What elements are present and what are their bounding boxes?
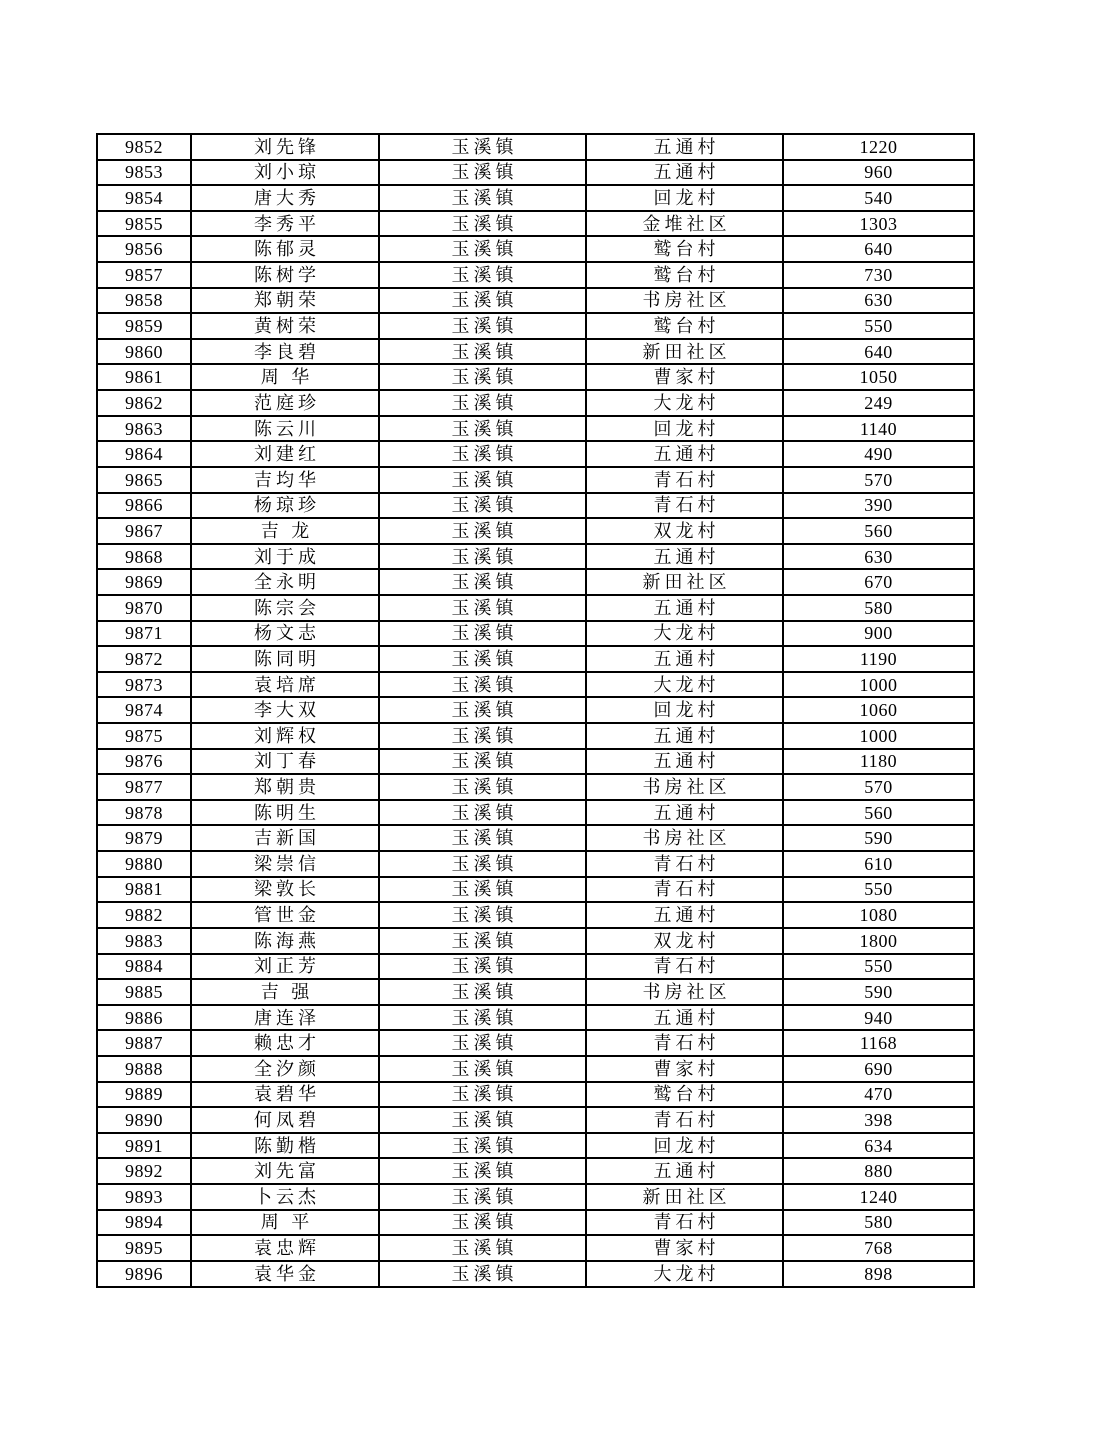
amount-cell: 1000 xyxy=(783,672,974,698)
name-cell: 吉 强 xyxy=(191,979,379,1005)
id-cell: 9857 xyxy=(97,262,191,288)
id-cell: 9864 xyxy=(97,441,191,467)
id-cell: 9893 xyxy=(97,1184,191,1210)
amount-cell: 1240 xyxy=(783,1184,974,1210)
town-cell: 玉溪镇 xyxy=(379,1261,586,1287)
table-row xyxy=(97,1158,974,1184)
village-cell: 回龙村 xyxy=(586,185,783,211)
id-cell: 9879 xyxy=(97,825,191,851)
town-cell: 玉溪镇 xyxy=(379,160,586,186)
town-cell: 玉溪镇 xyxy=(379,1133,586,1159)
village-cell: 大龙村 xyxy=(586,672,783,698)
table-row xyxy=(97,160,974,186)
name-cell: 袁培席 xyxy=(191,672,379,698)
id-cell: 9870 xyxy=(97,595,191,621)
name-cell: 袁华金 xyxy=(191,1261,379,1287)
town-cell: 玉溪镇 xyxy=(379,467,586,493)
table-row xyxy=(97,723,974,749)
town-cell: 玉溪镇 xyxy=(379,979,586,1005)
table-row xyxy=(97,595,974,621)
village-cell: 青石村 xyxy=(586,1107,783,1133)
village-cell: 青石村 xyxy=(586,851,783,877)
village-cell: 鹫台村 xyxy=(586,262,783,288)
table-row xyxy=(97,416,974,442)
village-cell: 五通村 xyxy=(586,800,783,826)
village-cell: 鹫台村 xyxy=(586,236,783,262)
id-cell: 9885 xyxy=(97,979,191,1005)
table-row xyxy=(97,236,974,262)
table-row xyxy=(97,1030,974,1056)
table-row xyxy=(97,1082,974,1108)
village-cell: 大龙村 xyxy=(586,1261,783,1287)
amount-cell: 880 xyxy=(783,1158,974,1184)
table-row xyxy=(97,954,974,980)
name-cell: 吉 龙 xyxy=(191,518,379,544)
name-cell: 刘小琼 xyxy=(191,160,379,186)
village-cell: 青石村 xyxy=(586,467,783,493)
id-cell: 9865 xyxy=(97,467,191,493)
id-cell: 9878 xyxy=(97,800,191,826)
town-cell: 玉溪镇 xyxy=(379,390,586,416)
town-cell: 玉溪镇 xyxy=(379,288,586,314)
village-cell: 书房社区 xyxy=(586,774,783,800)
village-cell: 新田社区 xyxy=(586,339,783,365)
id-cell: 9874 xyxy=(97,697,191,723)
id-cell: 9862 xyxy=(97,390,191,416)
village-cell: 鹫台村 xyxy=(586,1082,783,1108)
town-cell: 玉溪镇 xyxy=(379,825,586,851)
village-cell: 青石村 xyxy=(586,1210,783,1236)
id-cell: 9853 xyxy=(97,160,191,186)
id-cell: 9866 xyxy=(97,493,191,519)
name-cell: 黄树荣 xyxy=(191,313,379,339)
village-cell: 五通村 xyxy=(586,1158,783,1184)
amount-cell: 560 xyxy=(783,518,974,544)
name-cell: 梁崇信 xyxy=(191,851,379,877)
village-cell: 金堆社区 xyxy=(586,211,783,237)
name-cell: 陈云川 xyxy=(191,416,379,442)
village-cell: 双龙村 xyxy=(586,518,783,544)
town-cell: 玉溪镇 xyxy=(379,851,586,877)
id-cell: 9867 xyxy=(97,518,191,544)
table-row xyxy=(97,697,974,723)
town-cell: 玉溪镇 xyxy=(379,723,586,749)
id-cell: 9880 xyxy=(97,851,191,877)
table-row xyxy=(97,1261,974,1287)
name-cell: 郑朝荣 xyxy=(191,288,379,314)
town-cell: 玉溪镇 xyxy=(379,621,586,647)
amount-cell: 690 xyxy=(783,1056,974,1082)
town-cell: 玉溪镇 xyxy=(379,544,586,570)
town-cell: 玉溪镇 xyxy=(379,134,586,160)
name-cell: 全汐颜 xyxy=(191,1056,379,1082)
name-cell: 杨琼珍 xyxy=(191,493,379,519)
village-cell: 五通村 xyxy=(586,134,783,160)
village-cell: 五通村 xyxy=(586,902,783,928)
table-row xyxy=(97,902,974,928)
id-cell: 9855 xyxy=(97,211,191,237)
id-cell: 9861 xyxy=(97,364,191,390)
town-cell: 玉溪镇 xyxy=(379,569,586,595)
roster-table xyxy=(96,133,975,1288)
village-cell: 五通村 xyxy=(586,749,783,775)
id-cell: 9887 xyxy=(97,1030,191,1056)
amount-cell: 1060 xyxy=(783,697,974,723)
name-cell: 陈海燕 xyxy=(191,928,379,954)
id-cell: 9863 xyxy=(97,416,191,442)
town-cell: 玉溪镇 xyxy=(379,211,586,237)
amount-cell: 640 xyxy=(783,339,974,365)
amount-cell: 590 xyxy=(783,979,974,1005)
town-cell: 玉溪镇 xyxy=(379,697,586,723)
amount-cell: 390 xyxy=(783,493,974,519)
amount-cell: 1050 xyxy=(783,364,974,390)
amount-cell: 550 xyxy=(783,954,974,980)
village-cell: 曹家村 xyxy=(586,1235,783,1261)
town-cell: 玉溪镇 xyxy=(379,441,586,467)
name-cell: 李秀平 xyxy=(191,211,379,237)
id-cell: 9876 xyxy=(97,749,191,775)
town-cell: 玉溪镇 xyxy=(379,1158,586,1184)
name-cell: 梁敦长 xyxy=(191,877,379,903)
amount-cell: 900 xyxy=(783,621,974,647)
village-cell: 青石村 xyxy=(586,493,783,519)
amount-cell: 590 xyxy=(783,825,974,851)
table-row xyxy=(97,339,974,365)
town-cell: 玉溪镇 xyxy=(379,672,586,698)
table-row xyxy=(97,672,974,698)
village-cell: 青石村 xyxy=(586,1030,783,1056)
amount-cell: 960 xyxy=(783,160,974,186)
town-cell: 玉溪镇 xyxy=(379,877,586,903)
amount-cell: 634 xyxy=(783,1133,974,1159)
amount-cell: 670 xyxy=(783,569,974,595)
table-row xyxy=(97,646,974,672)
village-cell: 回龙村 xyxy=(586,416,783,442)
town-cell: 玉溪镇 xyxy=(379,339,586,365)
amount-cell: 398 xyxy=(783,1107,974,1133)
table-row xyxy=(97,390,974,416)
id-cell: 9896 xyxy=(97,1261,191,1287)
village-cell: 书房社区 xyxy=(586,825,783,851)
town-cell: 玉溪镇 xyxy=(379,1184,586,1210)
table-row xyxy=(97,774,974,800)
village-cell: 五通村 xyxy=(586,544,783,570)
village-cell: 大龙村 xyxy=(586,621,783,647)
id-cell: 9854 xyxy=(97,185,191,211)
amount-cell: 470 xyxy=(783,1082,974,1108)
village-cell: 五通村 xyxy=(586,595,783,621)
id-cell: 9875 xyxy=(97,723,191,749)
name-cell: 袁碧华 xyxy=(191,1082,379,1108)
table-row xyxy=(97,313,974,339)
town-cell: 玉溪镇 xyxy=(379,313,586,339)
village-cell: 曹家村 xyxy=(586,364,783,390)
village-cell: 曹家村 xyxy=(586,1056,783,1082)
table-row xyxy=(97,621,974,647)
id-cell: 9890 xyxy=(97,1107,191,1133)
amount-cell: 768 xyxy=(783,1235,974,1261)
id-cell: 9868 xyxy=(97,544,191,570)
table-row xyxy=(97,928,974,954)
amount-cell: 630 xyxy=(783,544,974,570)
name-cell: 刘先富 xyxy=(191,1158,379,1184)
amount-cell: 1000 xyxy=(783,723,974,749)
name-cell: 吉新国 xyxy=(191,825,379,851)
table-row xyxy=(97,851,974,877)
town-cell: 玉溪镇 xyxy=(379,1082,586,1108)
table-row xyxy=(97,288,974,314)
village-cell: 鹫台村 xyxy=(586,313,783,339)
id-cell: 9859 xyxy=(97,313,191,339)
amount-cell: 1180 xyxy=(783,749,974,775)
name-cell: 刘丁春 xyxy=(191,749,379,775)
id-cell: 9889 xyxy=(97,1082,191,1108)
name-cell: 刘于成 xyxy=(191,544,379,570)
id-cell: 9881 xyxy=(97,877,191,903)
amount-cell: 560 xyxy=(783,800,974,826)
name-cell: 李良碧 xyxy=(191,339,379,365)
id-cell: 9858 xyxy=(97,288,191,314)
name-cell: 周 平 xyxy=(191,1210,379,1236)
village-cell: 五通村 xyxy=(586,160,783,186)
village-cell: 五通村 xyxy=(586,441,783,467)
town-cell: 玉溪镇 xyxy=(379,749,586,775)
name-cell: 周 华 xyxy=(191,364,379,390)
amount-cell: 1080 xyxy=(783,902,974,928)
amount-cell: 730 xyxy=(783,262,974,288)
table-row xyxy=(97,1184,974,1210)
table-row xyxy=(97,1210,974,1236)
name-cell: 袁忠辉 xyxy=(191,1235,379,1261)
table-row xyxy=(97,825,974,851)
amount-cell: 570 xyxy=(783,467,974,493)
amount-cell: 1800 xyxy=(783,928,974,954)
name-cell: 陈明生 xyxy=(191,800,379,826)
amount-cell: 1168 xyxy=(783,1030,974,1056)
table-row xyxy=(97,467,974,493)
village-cell: 大龙村 xyxy=(586,390,783,416)
town-cell: 玉溪镇 xyxy=(379,416,586,442)
village-cell: 回龙村 xyxy=(586,697,783,723)
table-row xyxy=(97,800,974,826)
village-cell: 书房社区 xyxy=(586,288,783,314)
name-cell: 全永明 xyxy=(191,569,379,595)
village-cell: 新田社区 xyxy=(586,569,783,595)
table-row xyxy=(97,979,974,1005)
amount-cell: 1303 xyxy=(783,211,974,237)
table-row xyxy=(97,1056,974,1082)
town-cell: 玉溪镇 xyxy=(379,595,586,621)
table-row xyxy=(97,749,974,775)
town-cell: 玉溪镇 xyxy=(379,1005,586,1031)
name-cell: 刘先锋 xyxy=(191,134,379,160)
id-cell: 9882 xyxy=(97,902,191,928)
table-row xyxy=(97,441,974,467)
amount-cell: 610 xyxy=(783,851,974,877)
town-cell: 玉溪镇 xyxy=(379,1235,586,1261)
amount-cell: 580 xyxy=(783,1210,974,1236)
name-cell: 郑朝贵 xyxy=(191,774,379,800)
amount-cell: 1140 xyxy=(783,416,974,442)
table-row xyxy=(97,1005,974,1031)
table-row xyxy=(97,569,974,595)
name-cell: 陈郁灵 xyxy=(191,236,379,262)
name-cell: 刘建红 xyxy=(191,441,379,467)
amount-cell: 898 xyxy=(783,1261,974,1287)
id-cell: 9869 xyxy=(97,569,191,595)
town-cell: 玉溪镇 xyxy=(379,364,586,390)
id-cell: 9894 xyxy=(97,1210,191,1236)
town-cell: 玉溪镇 xyxy=(379,1107,586,1133)
id-cell: 9891 xyxy=(97,1133,191,1159)
id-cell: 9860 xyxy=(97,339,191,365)
name-cell: 陈树学 xyxy=(191,262,379,288)
name-cell: 唐大秀 xyxy=(191,185,379,211)
id-cell: 9856 xyxy=(97,236,191,262)
table-row xyxy=(97,493,974,519)
id-cell: 9884 xyxy=(97,954,191,980)
village-cell: 青石村 xyxy=(586,877,783,903)
name-cell: 吉均华 xyxy=(191,467,379,493)
amount-cell: 249 xyxy=(783,390,974,416)
table-row xyxy=(97,518,974,544)
name-cell: 何凤碧 xyxy=(191,1107,379,1133)
amount-cell: 1190 xyxy=(783,646,974,672)
table-row xyxy=(97,1107,974,1133)
town-cell: 玉溪镇 xyxy=(379,954,586,980)
table-row xyxy=(97,211,974,237)
town-cell: 玉溪镇 xyxy=(379,262,586,288)
town-cell: 玉溪镇 xyxy=(379,185,586,211)
name-cell: 李大双 xyxy=(191,697,379,723)
id-cell: 9888 xyxy=(97,1056,191,1082)
name-cell: 卜云杰 xyxy=(191,1184,379,1210)
village-cell: 五通村 xyxy=(586,646,783,672)
name-cell: 管世金 xyxy=(191,902,379,928)
table-row xyxy=(97,364,974,390)
id-cell: 9892 xyxy=(97,1158,191,1184)
table-row xyxy=(97,877,974,903)
village-cell: 书房社区 xyxy=(586,979,783,1005)
town-cell: 玉溪镇 xyxy=(379,1030,586,1056)
amount-cell: 640 xyxy=(783,236,974,262)
table-row xyxy=(97,544,974,570)
name-cell: 刘正芳 xyxy=(191,954,379,980)
town-cell: 玉溪镇 xyxy=(379,774,586,800)
amount-cell: 1220 xyxy=(783,134,974,160)
village-cell: 新田社区 xyxy=(586,1184,783,1210)
town-cell: 玉溪镇 xyxy=(379,1056,586,1082)
name-cell: 唐连泽 xyxy=(191,1005,379,1031)
amount-cell: 630 xyxy=(783,288,974,314)
name-cell: 范庭珍 xyxy=(191,390,379,416)
id-cell: 9886 xyxy=(97,1005,191,1031)
id-cell: 9883 xyxy=(97,928,191,954)
name-cell: 刘辉权 xyxy=(191,723,379,749)
town-cell: 玉溪镇 xyxy=(379,646,586,672)
amount-cell: 550 xyxy=(783,313,974,339)
amount-cell: 940 xyxy=(783,1005,974,1031)
id-cell: 9871 xyxy=(97,621,191,647)
town-cell: 玉溪镇 xyxy=(379,800,586,826)
id-cell: 9873 xyxy=(97,672,191,698)
town-cell: 玉溪镇 xyxy=(379,928,586,954)
table-row xyxy=(97,185,974,211)
table-row xyxy=(97,1133,974,1159)
table-row xyxy=(97,1235,974,1261)
id-cell: 9872 xyxy=(97,646,191,672)
village-cell: 五通村 xyxy=(586,1005,783,1031)
village-cell: 青石村 xyxy=(586,954,783,980)
id-cell: 9877 xyxy=(97,774,191,800)
name-cell: 杨文志 xyxy=(191,621,379,647)
village-cell: 回龙村 xyxy=(586,1133,783,1159)
id-cell: 9852 xyxy=(97,134,191,160)
amount-cell: 550 xyxy=(783,877,974,903)
table-row xyxy=(97,262,974,288)
town-cell: 玉溪镇 xyxy=(379,902,586,928)
amount-cell: 570 xyxy=(783,774,974,800)
amount-cell: 580 xyxy=(783,595,974,621)
village-cell: 双龙村 xyxy=(586,928,783,954)
name-cell: 陈同明 xyxy=(191,646,379,672)
town-cell: 玉溪镇 xyxy=(379,236,586,262)
id-cell: 9895 xyxy=(97,1235,191,1261)
roster-table-body xyxy=(97,134,974,1287)
amount-cell: 540 xyxy=(783,185,974,211)
table-row xyxy=(97,134,974,160)
name-cell: 赖忠才 xyxy=(191,1030,379,1056)
town-cell: 玉溪镇 xyxy=(379,493,586,519)
name-cell: 陈勤楷 xyxy=(191,1133,379,1159)
town-cell: 玉溪镇 xyxy=(379,1210,586,1236)
name-cell: 陈宗会 xyxy=(191,595,379,621)
village-cell: 五通村 xyxy=(586,723,783,749)
town-cell: 玉溪镇 xyxy=(379,518,586,544)
amount-cell: 490 xyxy=(783,441,974,467)
